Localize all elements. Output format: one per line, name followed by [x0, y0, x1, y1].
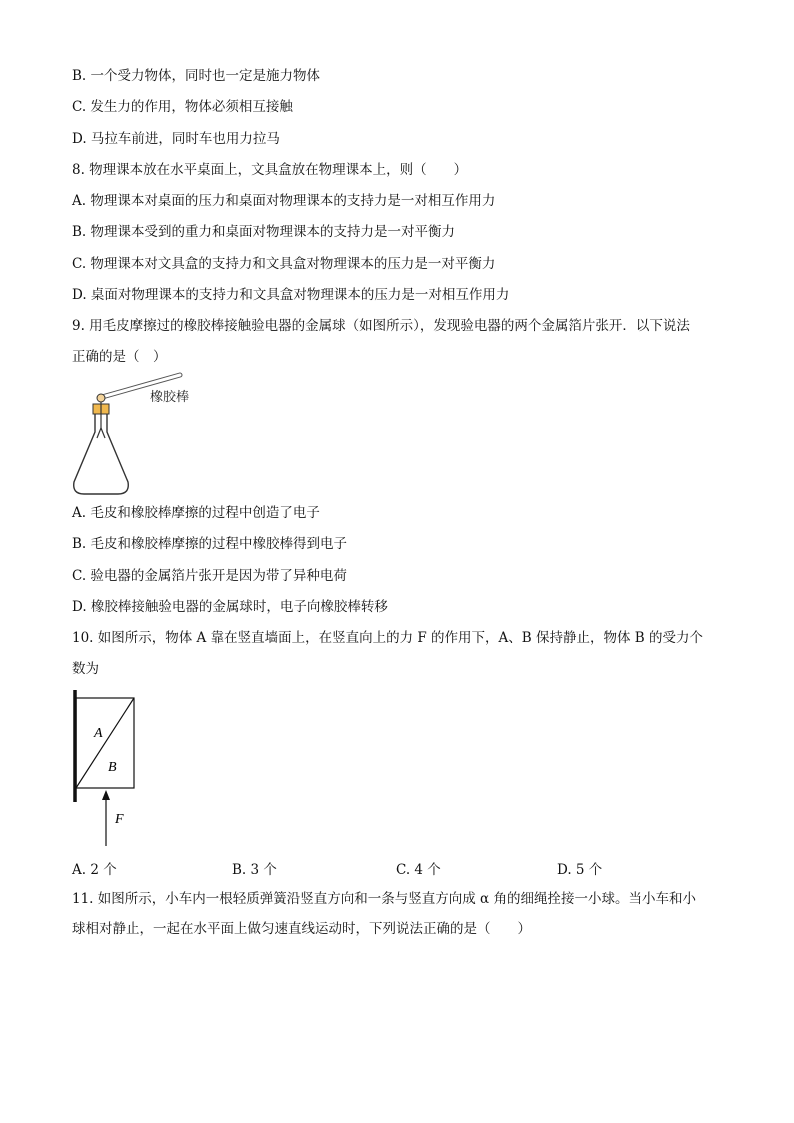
q8-option-a: A. 物理课本对桌面的压力和桌面对物理课本的支持力是一对相互作用力 [72, 193, 496, 209]
q11-stem-line1: 11. 如图所示，小车内一根轻质弹簧沿竖直方向和一条与竖直方向成 α 角的细绳拴接一小球。当小车和小 [72, 891, 696, 907]
label-a: A [94, 726, 103, 741]
q9-option-a: A. 毛皮和橡胶棒摩擦的过程中创造了电子 [72, 505, 320, 521]
q9-option-c: C. 验电器的金属箔片张开是因为带了异种电荷 [72, 568, 347, 584]
q7-option-b: B. 一个受力物体，同时也一定是施力物体 [72, 68, 321, 84]
q9-option-b: B. 毛皮和橡胶棒摩擦的过程中橡胶棒得到电子 [72, 536, 348, 552]
q7-option-c: C. 发生力的作用，物体必须相互接触 [72, 99, 293, 115]
force-arrow-head [102, 790, 110, 800]
q11-stem-line2: 球相对静止，一起在水平面上做匀速直线运动时，下列说法正确的是（ ） [72, 921, 531, 937]
q8-option-d: D. 桌面对物理课本的支持力和文具盒对物理课本的压力是一对相互作用力 [72, 287, 510, 303]
metal-ball [97, 394, 105, 402]
diagonal-interface [76, 698, 134, 788]
q9-option-d: D. 橡胶棒接触验电器的金属球时，电子向橡胶棒转移 [72, 599, 388, 615]
q10-option-a: A. 2 个 [72, 862, 117, 878]
q8-option-b: B. 物理课本受到的重力和桌面对物理课本的支持力是一对平衡力 [72, 224, 456, 240]
q7-option-d: D. 马拉车前进，同时车也用力拉马 [72, 131, 280, 147]
q10-option-d: D. 5 个 [557, 862, 603, 878]
q9-stem-line2: 正确的是（ ） [72, 349, 167, 365]
electroscope-figure [66, 370, 206, 500]
q10-stem-line1: 10. 如图所示，物体 A 靠在竖直墙面上，在竖直向上的力 F 的作用下，A、B 保持静止，物体 B 的受力个 [72, 630, 704, 646]
blocks-figure [66, 686, 156, 851]
label-f: F [115, 812, 124, 827]
q10-option-b: B. 3 个 [232, 862, 277, 878]
q10-stem-line2: 数为 [72, 661, 99, 677]
q8-option-c: C. 物理课本对文具盒的支持力和文具盒对物理课本的压力是一对平衡力 [72, 256, 496, 272]
q8-stem: 8. 物理课本放在水平桌面上，文具盒放在物理课本上，则（ ） [72, 162, 468, 178]
metal-foil-left [97, 428, 101, 438]
q9-stem-line1: 9. 用毛皮摩擦过的橡胶棒接触验电器的金属球（如图所示），发现验电器的两个金属箔片张开．以下说法 [72, 318, 690, 334]
label-b: B [108, 760, 117, 775]
rubber-rod-label: 橡胶棒 [150, 390, 190, 405]
metal-foil-right [101, 428, 105, 438]
q10-option-c: C. 4 个 [396, 862, 441, 878]
